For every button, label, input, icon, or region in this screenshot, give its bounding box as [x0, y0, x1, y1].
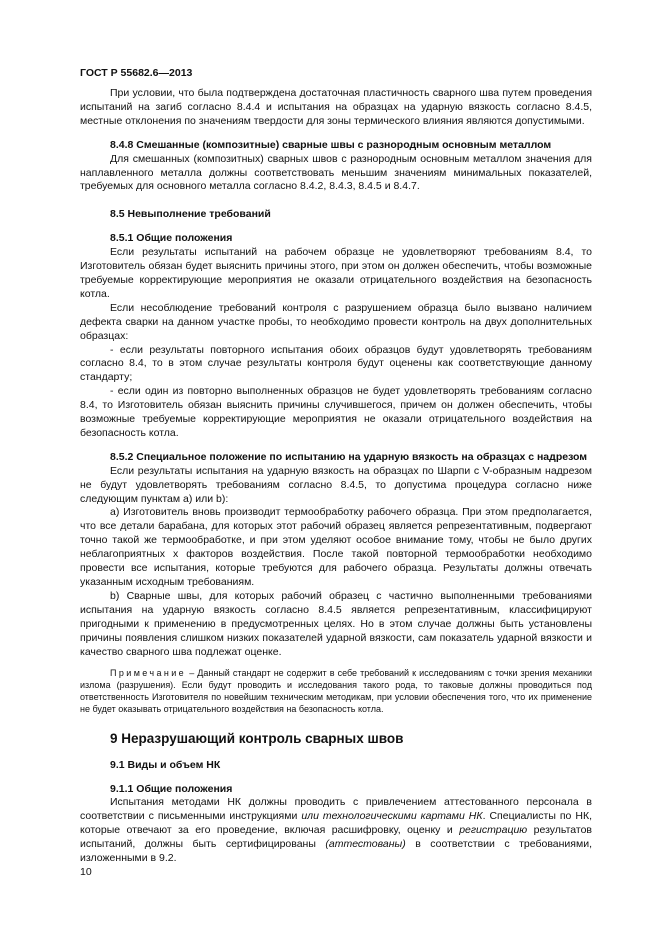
note-paragraph [80, 668, 592, 715]
section-8-5-2-item-a: а) Изготовитель вновь производит термообработку рабочего образца. При этом предполагается, что все детали барабана, для которых этот рабочий образец является репрезентативным, подвергают точно такой же термообработке, и при этом уделяют особое внимание тому, чтобы не было других неблагоприятных х факторов воздействия. После такой повторной термообработки необходимо провести все испытания, которые требуются для рабочего образца. Результаты должны отвечать указанным исходным требованиям. [80, 506, 592, 588]
section-9-1-1-paragraph [80, 796, 592, 866]
section-9-1-1-heading: 9.1.1 Общие положения [110, 782, 233, 795]
section-8-5-1-paragraph-1: Если результаты испытаний на рабочем образце не удовлетворяют требованиям 8.4, то Изготовитель обязан будет выяснить причины этого, при этом он должен обеспечить, чтобы возможные требуемые корректирующие мероприятия не оказали отрицательного воздействия на безопасность котла. [80, 246, 592, 300]
section-8-5-1-heading: 8.5.1 Общие положения [110, 232, 233, 245]
intro-paragraph: При условии, что была подтверждена достаточная пластичность сварного шва путем проведения испытаний на загиб согласно 8.4.4 и испытания на образцах на ударную вязкость согласно 8.4.5, местные отклонения по значениям твердости для зоны термического влияния являются допустимыми. [80, 87, 592, 127]
text-run: в соответствии с требованиями, изложенными в 9.2. [80, 838, 592, 865]
italic-run: или технологическими картами НК [301, 810, 483, 823]
section-8-5-1-list-item-1: - если результаты повторного испытания обоих образцов будут удовлетворять требованиям согласно 8.4, то в этом случае результаты контроля будут оценены как соответствующие данному стандарту; [80, 343, 592, 384]
section-8-4-8-paragraph: Для смешанных (композитных) сварных швов с разнородным основным металлом значения для наплавленного металла должны соответствовать меньшим значениям минимальных показателей, требуемых для основного металла согласно 8.4.2, 8.4.3, 8.4.5 и 8.4.7. [80, 152, 592, 193]
section-8-5-1-list-item-2: - если один из повторно выполненных образцов не будет удовлетворять требованиям согласно 8.4, то Изготовитель обязан выяснить причины случившегося, причем он должен обеспечить, чтобы возможные требуемые корректирующие мероприятия не оказали отрицательного воздействия на безопасность котла. [80, 385, 592, 439]
section-8-4-8-heading: 8.4.8 Смешанные (композитные) сварные швы с разнородным основным металлом [110, 138, 552, 151]
section-8-5-2-heading: 8.5.2 Специальное положение по испытанию на ударную вязкость на образцах с надрезом [110, 450, 588, 463]
section-8-5-heading: 8.5 Невыполнение требований [110, 208, 271, 221]
note-label: Примечание [110, 668, 187, 679]
note-text: – Данный стандарт не содержит в себе требований к исследованиям с точки зрения механики излома (разрушения). Если будут проводить и исследования такого рода, то таковые должны проводиться под ответственность Изготовителя по новейшим техническим методикам, при условии обеспечения того, что их применение не будет оказывать отрицательного воздействия на безопасность котла. [80, 668, 592, 714]
text-run: . Специалисты по НК, которые отвечают за его проведение, включая расшифровку, оценку и [80, 810, 592, 837]
page-number: 10 [80, 866, 92, 878]
section-8-5-1-paragraph-2: Если несоблюдение требований контроля с разрушением образца было вызвано наличием дефекта сварки на данном участке пробы, то необходимо провести контроль на двух дополнительных образцах: [80, 301, 592, 342]
section-9-heading: 9 Неразрушающий контроль сварных швов [110, 730, 404, 746]
section-9-1-heading: 9.1 Виды и объем НК [110, 758, 221, 771]
italic-run: регистрацию [459, 824, 528, 837]
text-run: Испытания методами НК должны проводить с привлечением аттестованного персонала в соответствии с письменными инструкциями [80, 796, 592, 823]
section-8-5-2-paragraph-1: Если результаты испытания на ударную вязкость на образцах по Шарпи с V-образным надрезом не будут удовлетворять требованиям согласно 8.4.5, то допустима процедура согласно ниже следующим пунктам а) или b): [80, 464, 592, 505]
document-code: ГОСТ Р 55682.6—2013 [80, 67, 193, 79]
italic-run: (аттестованы) [325, 838, 406, 851]
text-run: результатов испытаний, должны быть сертифицированы [80, 824, 592, 851]
page-body [80, 87, 592, 866]
section-8-5-2-item-b: b) Сварные швы, для которых рабочий образец с частично выполненными требованиями испытания на ударную вязкость согласно 8.4.5 является репрезентативным, классифицируют пригодными к применению в предусмотренных целях. Но в этом случае должны быть установлены причины появления слишком низких показателей ударной вязкости, сам показатель ударной вязкости и качество сварного шва подлежат оценке. [80, 589, 592, 658]
